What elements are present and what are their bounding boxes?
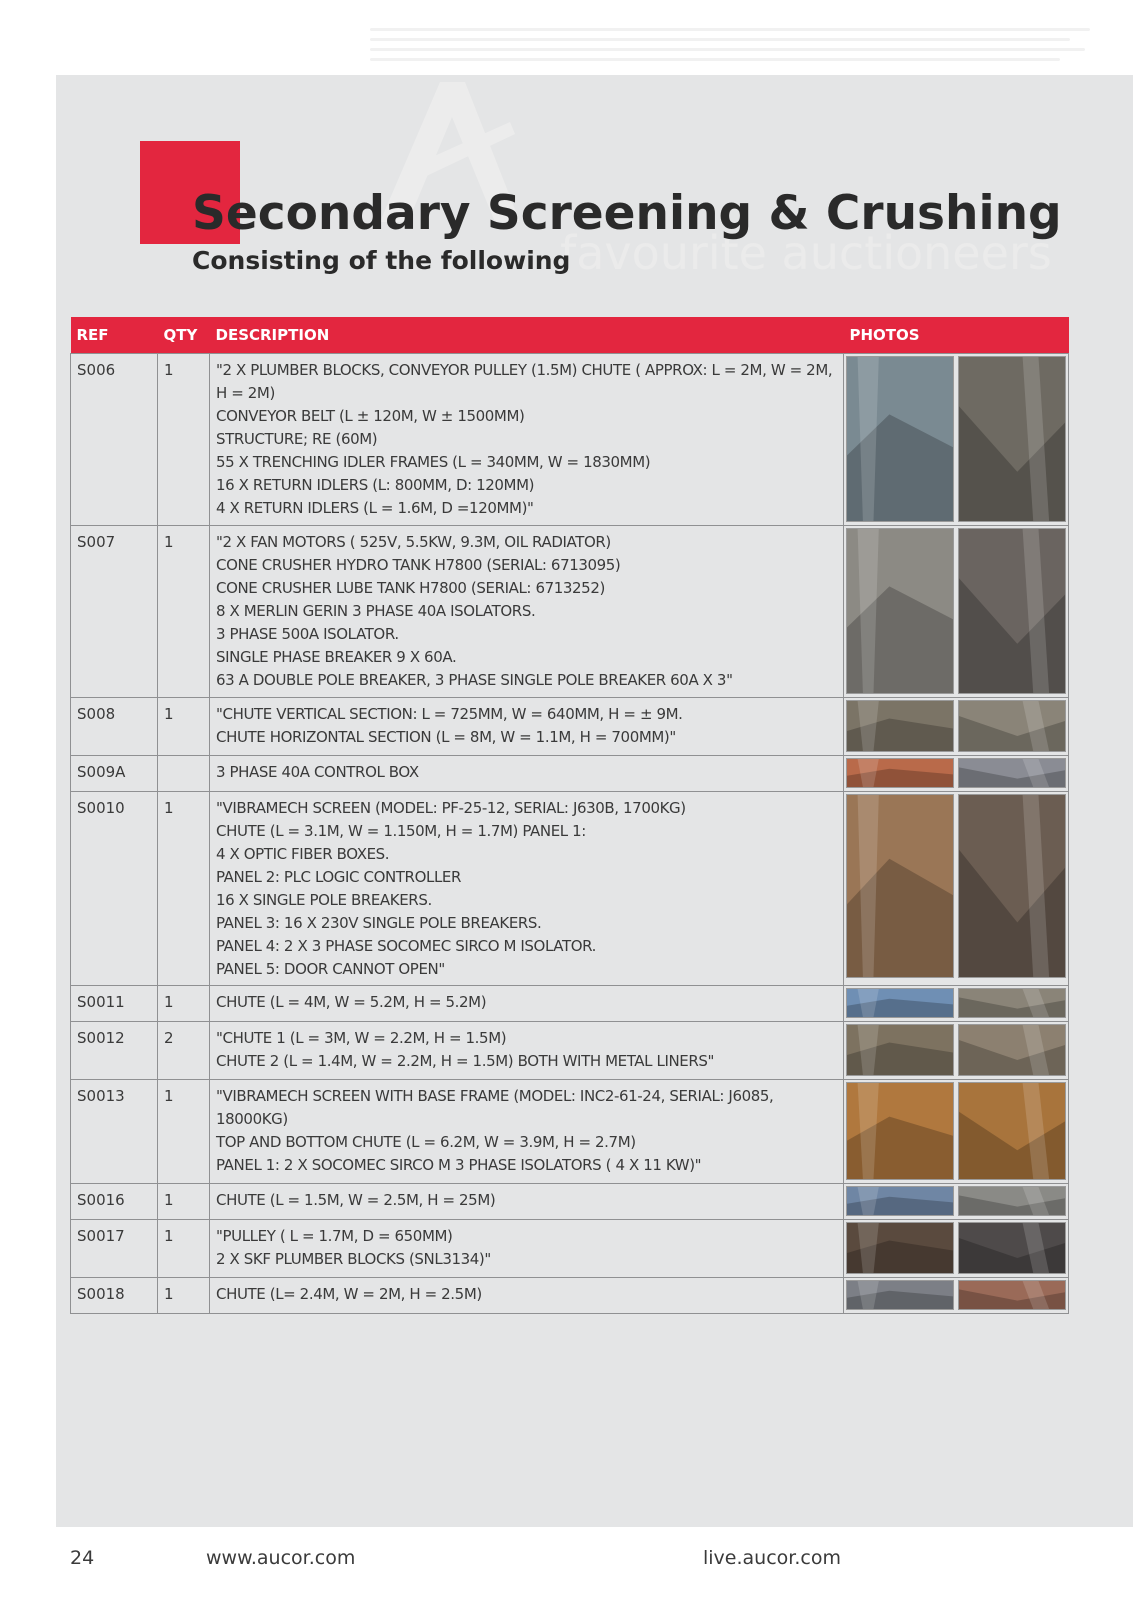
column-header-qty: QTY bbox=[158, 317, 210, 354]
cell-photos bbox=[844, 986, 1069, 1022]
cell-photos bbox=[844, 1278, 1069, 1314]
equipment-photo[interactable] bbox=[846, 1024, 954, 1076]
cell-qty bbox=[158, 756, 210, 792]
equipment-photo[interactable] bbox=[846, 1222, 954, 1274]
photo-image-icon bbox=[959, 1281, 1065, 1309]
photo-image-icon bbox=[847, 759, 953, 787]
equipment-photo[interactable] bbox=[846, 988, 954, 1018]
cell-qty: 1 bbox=[158, 1278, 210, 1314]
equipment-photo[interactable] bbox=[846, 758, 954, 788]
cell-description: CHUTE (L= 2.4M, W = 2M, H = 2.5M) bbox=[210, 1278, 844, 1314]
column-header-ref: REF bbox=[71, 317, 158, 354]
table-row bbox=[71, 526, 1069, 698]
equipment-photo[interactable] bbox=[846, 356, 954, 522]
table-row bbox=[71, 354, 1069, 526]
photo-image-icon bbox=[959, 989, 1065, 1017]
cell-qty: 2 bbox=[158, 1022, 210, 1080]
equipment-photo[interactable] bbox=[958, 1280, 1066, 1310]
photo-image-icon bbox=[847, 1187, 953, 1215]
table-header-row bbox=[71, 317, 1069, 354]
table-row bbox=[71, 756, 1069, 792]
photo-image-icon bbox=[959, 1083, 1065, 1179]
equipment-photo[interactable] bbox=[958, 1186, 1066, 1216]
cell-ref: S0013 bbox=[71, 1080, 158, 1184]
cell-description: CHUTE (L = 4M, W = 5.2M, H = 5.2M) bbox=[210, 986, 844, 1022]
equipment-photo[interactable] bbox=[846, 1280, 954, 1310]
cell-ref: S007 bbox=[71, 526, 158, 698]
equipment-photo[interactable] bbox=[958, 528, 1066, 694]
cell-ref: S0010 bbox=[71, 792, 158, 986]
photo-image-icon bbox=[847, 795, 953, 977]
cell-photos bbox=[844, 698, 1069, 756]
cell-description: "VIBRAMECH SCREEN WITH BASE FRAME (MODEL: INC2-61-24, SERIAL: J6085, 18000KG) TOP AND BOTTOM CHUTE (L = 6.2M, W = 3.9M, H = 2.7M) PANEL 1: 2 X SOCOMEC SIRCO M 3 PHASE ISOLATORS ( 4 X 11 KW)" bbox=[210, 1080, 844, 1184]
cell-photos bbox=[844, 792, 1069, 986]
photo-image-icon bbox=[847, 1281, 953, 1309]
cell-qty: 1 bbox=[158, 1220, 210, 1278]
photo-image-icon bbox=[959, 1223, 1065, 1273]
photo-image-icon bbox=[847, 989, 953, 1017]
page-number: 24 bbox=[70, 1547, 95, 1569]
cell-description: 3 PHASE 40A CONTROL BOX bbox=[210, 756, 844, 792]
cell-qty: 1 bbox=[158, 1080, 210, 1184]
cell-ref: S006 bbox=[71, 354, 158, 526]
cell-ref: S0011 bbox=[71, 986, 158, 1022]
cell-ref: S0016 bbox=[71, 1184, 158, 1220]
table-row bbox=[71, 792, 1069, 986]
cell-description: "PULLEY ( L = 1.7M, D = 650MM) 2 X SKF PLUMBER BLOCKS (SNL3134)" bbox=[210, 1220, 844, 1278]
page-title: Secondary Screening & Crushing bbox=[192, 186, 1062, 241]
photo-image-icon bbox=[959, 1187, 1065, 1215]
cell-qty: 1 bbox=[158, 986, 210, 1022]
cell-ref: S008 bbox=[71, 698, 158, 756]
cell-ref: S009A bbox=[71, 756, 158, 792]
photo-image-icon bbox=[847, 701, 953, 751]
equipment-photo[interactable] bbox=[958, 700, 1066, 752]
table-row bbox=[71, 1278, 1069, 1314]
equipment-photo[interactable] bbox=[958, 1222, 1066, 1274]
equipment-photo[interactable] bbox=[846, 1082, 954, 1180]
column-header-photos: PHOTOS bbox=[844, 317, 1069, 354]
cell-qty: 1 bbox=[158, 792, 210, 986]
equipment-photo[interactable] bbox=[958, 988, 1066, 1018]
equipment-photo[interactable] bbox=[958, 758, 1066, 788]
column-header-description: DESCRIPTION bbox=[210, 317, 844, 354]
equipment-photo[interactable] bbox=[958, 1024, 1066, 1076]
equipment-photo[interactable] bbox=[958, 1082, 1066, 1180]
photo-image-icon bbox=[959, 529, 1065, 693]
cell-photos bbox=[844, 526, 1069, 698]
photo-image-icon bbox=[847, 1083, 953, 1179]
cell-photos bbox=[844, 756, 1069, 792]
table-row bbox=[71, 698, 1069, 756]
watermark-tagline: favourite auctioneers bbox=[560, 226, 1052, 280]
inventory-table bbox=[70, 317, 1069, 1314]
equipment-photo[interactable] bbox=[846, 794, 954, 978]
cell-qty: 1 bbox=[158, 526, 210, 698]
cell-description: "CHUTE VERTICAL SECTION: L = 725MM, W = 640MM, H = ± 9M. CHUTE HORIZONTAL SECTION (L = 8M, W = 1.1M, H = 700MM)" bbox=[210, 698, 844, 756]
photo-image-icon bbox=[959, 759, 1065, 787]
photo-image-icon bbox=[959, 1025, 1065, 1075]
photo-image-icon bbox=[847, 529, 953, 693]
table-row bbox=[71, 1220, 1069, 1278]
equipment-photo[interactable] bbox=[846, 1186, 954, 1216]
cell-photos bbox=[844, 1022, 1069, 1080]
cell-ref: S0012 bbox=[71, 1022, 158, 1080]
cell-photos bbox=[844, 354, 1069, 526]
photo-image-icon bbox=[959, 795, 1065, 977]
cell-description: CHUTE (L = 1.5M, W = 2.5M, H = 25M) bbox=[210, 1184, 844, 1220]
cell-description: "VIBRAMECH SCREEN (MODEL: PF-25-12, SERIAL: J630B, 1700KG) CHUTE (L = 3.1M, W = 1.150M, H = 1.7M) PANEL 1: 4 X OPTIC FIBER BOXES. PANEL 2: PLC LOGIC CONTROLLER 16 X SINGLE POLE BREAKERS. PANEL 3: 16 X 230V SINGLE POLE BREAKERS. PANEL 4: 2 X 3 PHASE SOCOMEC SIRCO M ISOLATOR. PANEL 5: DOOR CANNOT OPEN" bbox=[210, 792, 844, 986]
cell-qty: 1 bbox=[158, 698, 210, 756]
table-row bbox=[71, 1184, 1069, 1220]
cell-photos bbox=[844, 1220, 1069, 1278]
photo-image-icon bbox=[959, 701, 1065, 751]
cell-photos bbox=[844, 1080, 1069, 1184]
equipment-photo[interactable] bbox=[846, 528, 954, 694]
photo-image-icon bbox=[959, 357, 1065, 521]
cell-photos bbox=[844, 1184, 1069, 1220]
equipment-photo[interactable] bbox=[846, 700, 954, 752]
website-link[interactable]: www.aucor.com bbox=[206, 1547, 356, 1569]
cell-ref: S0018 bbox=[71, 1278, 158, 1314]
cell-description: "2 X PLUMBER BLOCKS, CONVEYOR PULLEY (1.5M) CHUTE ( APPROX: L = 2M, W = 2M, H = 2M) CONVEYOR BELT (L ± 120M, W ± 1500MM) STRUCTURE; RE (60M) 55 X TRENCHING IDLER FRAMES (L = 340MM, W = 1830MM) 16 X RETURN IDLERS (L: 800MM, D: 120MM) 4 X RETURN IDLERS (L = 1.6M, D =120MM)" bbox=[210, 354, 844, 526]
photo-image-icon bbox=[847, 1025, 953, 1075]
table-row bbox=[71, 1080, 1069, 1184]
cell-description: "2 X FAN MOTORS ( 525V, 5.5KW, 9.3M, OIL RADIATOR) CONE CRUSHER HYDRO TANK H7800 (SERIAL: 6713095) CONE CRUSHER LUBE TANK H7800 (SERIAL: 6713252) 8 X MERLIN GERIN 3 PHASE 40A ISOLATORS. 3 PHASE 500A ISOLATOR. SINGLE PHASE BREAKER 9 X 60A. 63 A DOUBLE POLE BREAKER, 3 PHASE SINGLE POLE BREAKER 60A X 3" bbox=[210, 526, 844, 698]
live-site-link[interactable]: live.aucor.com bbox=[703, 1547, 841, 1569]
equipment-photo[interactable] bbox=[958, 794, 1066, 978]
cell-ref: S0017 bbox=[71, 1220, 158, 1278]
table-row bbox=[71, 986, 1069, 1022]
equipment-photo[interactable] bbox=[958, 356, 1066, 522]
cell-qty: 1 bbox=[158, 354, 210, 526]
table-row bbox=[71, 1022, 1069, 1080]
photo-image-icon bbox=[847, 357, 953, 521]
cell-description: "CHUTE 1 (L = 3M, W = 2.2M, H = 1.5M) CHUTE 2 (L = 1.4M, W = 2.2M, H = 1.5M) BOTH WITH METAL LINERS" bbox=[210, 1022, 844, 1080]
cell-qty: 1 bbox=[158, 1184, 210, 1220]
header-strip bbox=[370, 22, 1110, 72]
page-subtitle: Consisting of the following bbox=[192, 246, 571, 275]
photo-image-icon bbox=[847, 1223, 953, 1273]
